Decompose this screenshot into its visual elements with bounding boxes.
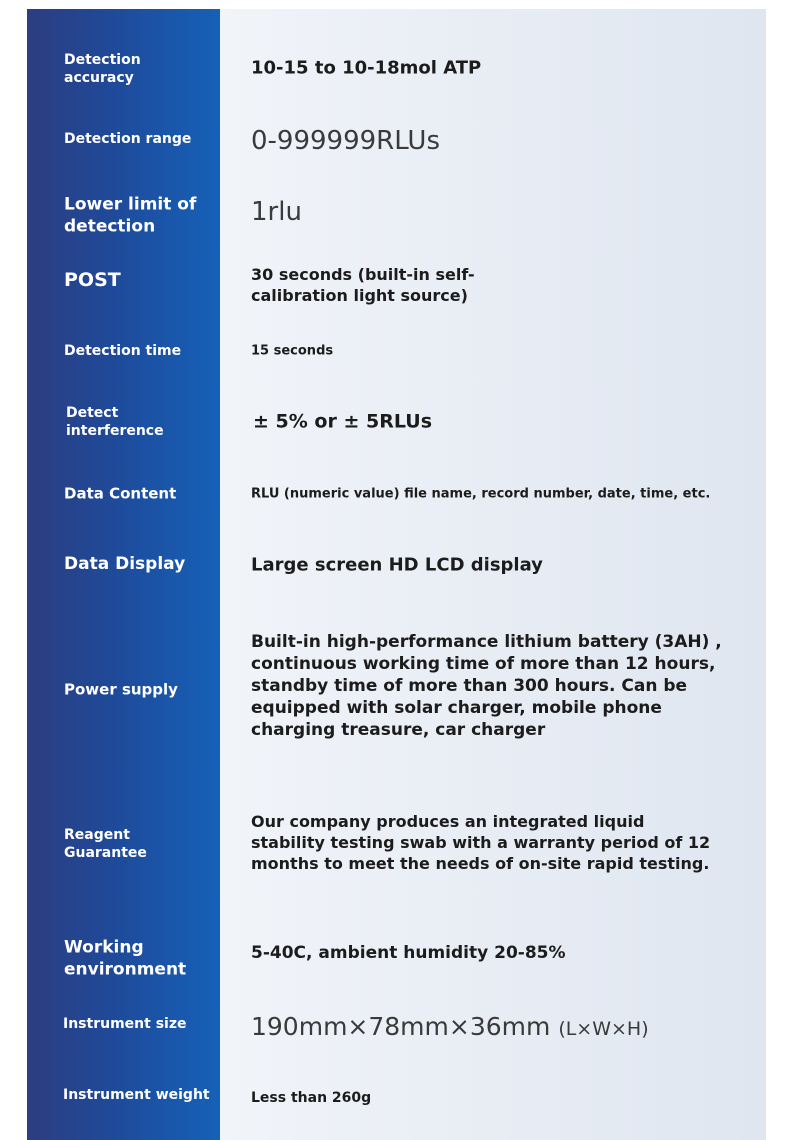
spec-value-data-content: RLU (numeric value) file name, record number, date, time, etc. [251, 486, 711, 502]
spec-label-lower-limit: Lower limit of detection [64, 194, 197, 236]
spec-value-data-display: Large screen HD LCD display [251, 554, 543, 576]
spec-label-instrument-weight: Instrument weight [63, 1087, 210, 1104]
spec-label-working-environment: Working environment [64, 937, 187, 979]
spec-value-detect-interference: ± 5% or ± 5RLUs [253, 410, 432, 433]
spec-value-lower-limit: 1rlu [251, 197, 302, 228]
spec-label-data-content: Data Content [64, 484, 177, 503]
spec-label-detection-range: Detection range [64, 131, 192, 148]
spec-value-detection-range: 0-999999RLUs [251, 126, 441, 157]
spec-value-reagent-guarantee: Our company produces an integrated liquid stability testing swab with a warranty period of 12 months to meet the needs of on-site rapid testing. [251, 811, 711, 873]
spec-value-instrument-weight: Less than 260g [251, 1089, 372, 1106]
spec-label-post: POST [64, 268, 121, 291]
spec-value-post: 30 seconds (built-in self-calibration light source) [251, 265, 475, 305]
spec-value-power-supply: Built-in high-performance lithium battery (3AH) , continuous working time of more than 12 hours, standby time of more than 300 hours. Can be equipped with solar charger, mobile phone charging treasure, car charger [251, 631, 722, 741]
size-dimensions: 190mm×78mm×36mm [251, 1011, 551, 1041]
spec-label-data-display: Data Display [64, 554, 186, 575]
spec-value-working-environment: 5-40C, ambient humidity 20-85% [251, 942, 566, 963]
spec-label-instrument-size: Instrument size [63, 1016, 187, 1033]
spec-sheet [27, 9, 766, 1140]
spec-label-reagent-guarantee: Reagent Guarantee [64, 827, 147, 861]
spec-label-detection-accuracy: Detection accuracy [64, 52, 141, 86]
spec-value-detection-accuracy: 10-15 to 10-18mol ATP [251, 57, 482, 79]
spec-value-instrument-size [251, 1011, 751, 1044]
spec-label-detection-time: Detection time [64, 343, 182, 360]
spec-label-power-supply: Power supply [64, 680, 178, 699]
spec-label-detect-interference: Detect interference [66, 405, 164, 439]
spec-value-detection-time: 15 seconds [251, 343, 334, 359]
size-unit: (L×W×H) [558, 1017, 649, 1040]
